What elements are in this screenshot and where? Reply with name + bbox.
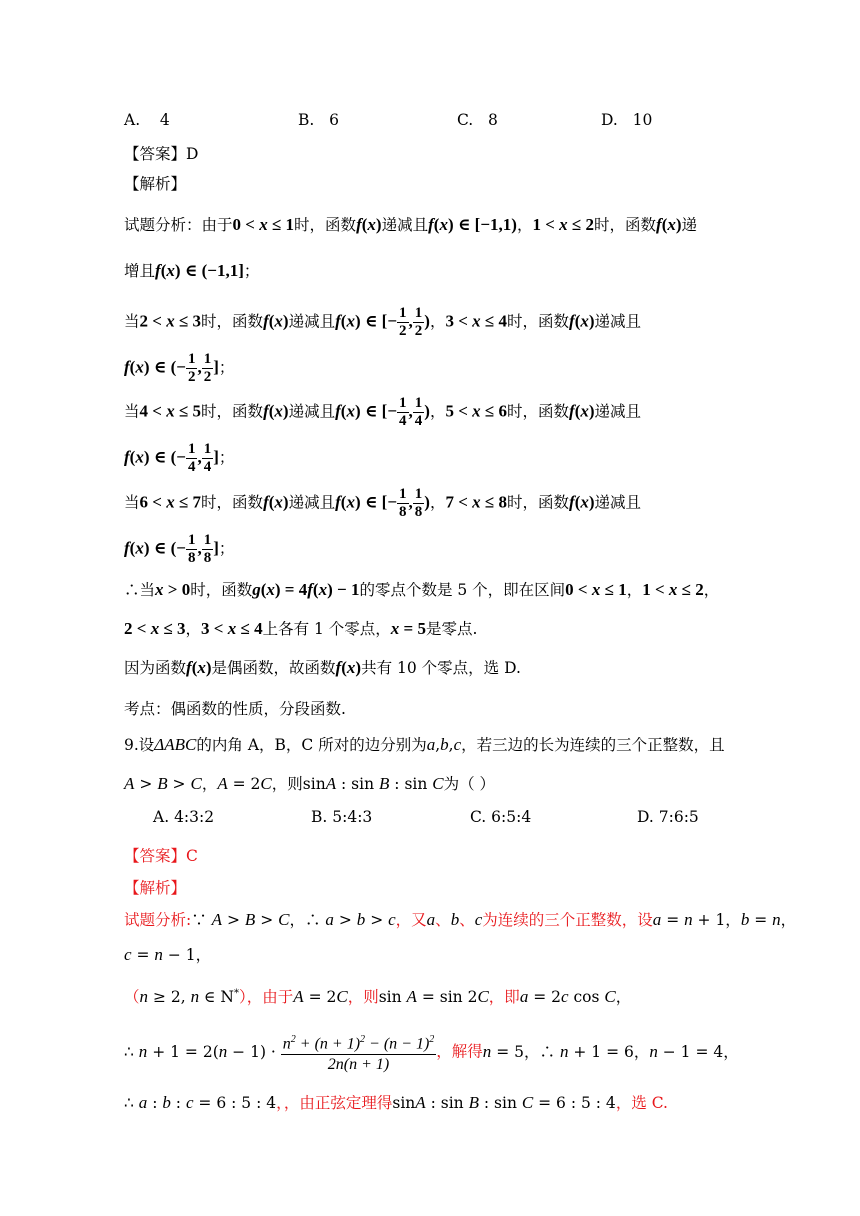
q9-answer: 【答案】C — [124, 847, 198, 865]
q9-option-a: A. 4:3:2 — [153, 808, 215, 826]
q9-stem-line-1: 9.设ΔABC的内角 A，B，C 所对的边分别为a,b,c，若三边的长为连续的三个正整数，且 — [124, 735, 725, 754]
q8-analysis-line-8: f(x) ∈ (− $\frac{1}{8}$ , $\frac{1}{8}$ ]； — [124, 532, 235, 566]
q9-analysis-line-3: （n ≥ 2, n ∈ N*），由于A = 2C，则sin A = sin 2C，即a = 2c cos C， — [124, 987, 632, 1007]
q8-answer: 【答案】D — [124, 145, 199, 163]
q9-option-d: D. 7:6:5 — [637, 808, 699, 826]
q9-analysis-label: 【解析】 — [124, 879, 187, 897]
q8-analysis-line-7: 当6 < x ≤ 7时，函数f(x)递减且f(x) ∈ [− $\frac{1}{8}$ , $\frac{1}{8}$ )，7 < x ≤ 8时，函数f(x)递减且 — [124, 486, 642, 520]
q8-analysis-line-4: f(x) ∈ (− $\frac{1}{2}$ , $\frac{1}{2}$ ]； — [124, 351, 235, 385]
q8-analysis-line-11: 因为函数f(x)是偶函数，故函数f(x)共有 10 个零点，选 D. — [124, 658, 521, 677]
q8-analysis-line-3: 当2 < x ≤ 3时，函数f(x)递减且f(x) ∈ [− $\frac{1}{2}$ , $\frac{1}{2}$ )，3 < x ≤ 4时，函数f(x)递减且 — [124, 305, 642, 339]
q9-option-b: B. 5:4:3 — [311, 808, 373, 826]
q8-analysis-label: 【解析】 — [124, 175, 187, 193]
q9-stem-line-2: A > B > C，A = 2C，则sinA : sin B : sin C为（ ） — [124, 774, 496, 793]
q8-analysis-line-1: 试题分析：由于0 < x ≤ 1时，函数f(x)递减且f(x) ∈ [−1,1)，1 < x ≤ 2时，函数f(x)递 — [124, 215, 698, 234]
q8-option-d: D. 10 — [601, 111, 653, 129]
q8-analysis-line-6: f(x) ∈ (− $\frac{1}{4}$ , $\frac{1}{4}$ ]； — [124, 441, 235, 475]
q8-analysis-line-9: ∴当x > 0时，函数g(x) = 4f(x) − 1的零点个数是 5 个，即在区间0 < x ≤ 1，1 < x ≤ 2， — [124, 580, 720, 599]
q8-option-b: B. 6 — [298, 111, 339, 129]
q8-analysis-line-2: 增且f(x) ∈ (−1,1]； — [124, 261, 260, 280]
q9-analysis-line-1: 试题分析:∵ A > B > C，∴ a > b > c，又a、b、c为连续的三个正整数，设a = n + 1，b = n， — [124, 910, 797, 929]
q8-analysis-line-10: 2 < x ≤ 3，3 < x ≤ 4上各有 1 个零点，x = 5是零点. — [124, 619, 478, 638]
q9-analysis-line-5: ∴ a : b : c = 6 : 5 : 4，，由正弦定理得sinA : sin B : sin C = 6 : 5 : 4，选 C. — [124, 1093, 668, 1112]
q9-option-c: C. 6:5:4 — [470, 808, 532, 826]
q8-option-a: A. 4 — [124, 111, 170, 129]
q8-options — [124, 111, 684, 135]
q9-options — [153, 808, 713, 832]
q9-analysis-line-2: c = n − 1， — [124, 945, 212, 964]
q8-option-c: C. 8 — [457, 111, 498, 129]
q9-analysis-line-4: ∴ n + 1 = 2(n − 1) · $\frac{n^2 + (n + 1)^2 - (n - 1)^2}{2n(n + 1)}$ ，解得n = 5，∴ n + 1 = 6，n − 1 = 4， — [124, 1030, 739, 1075]
q8-analysis-line-5: 当4 < x ≤ 5时，函数f(x)递减且f(x) ∈ [− $\frac{1}{4}$ , $\frac{1}{4}$ )，5 < x ≤ 6时，函数f(x)递减且 — [124, 395, 642, 429]
q8-kaodian: 考点：偶函数的性质，分段函数. — [124, 700, 346, 718]
